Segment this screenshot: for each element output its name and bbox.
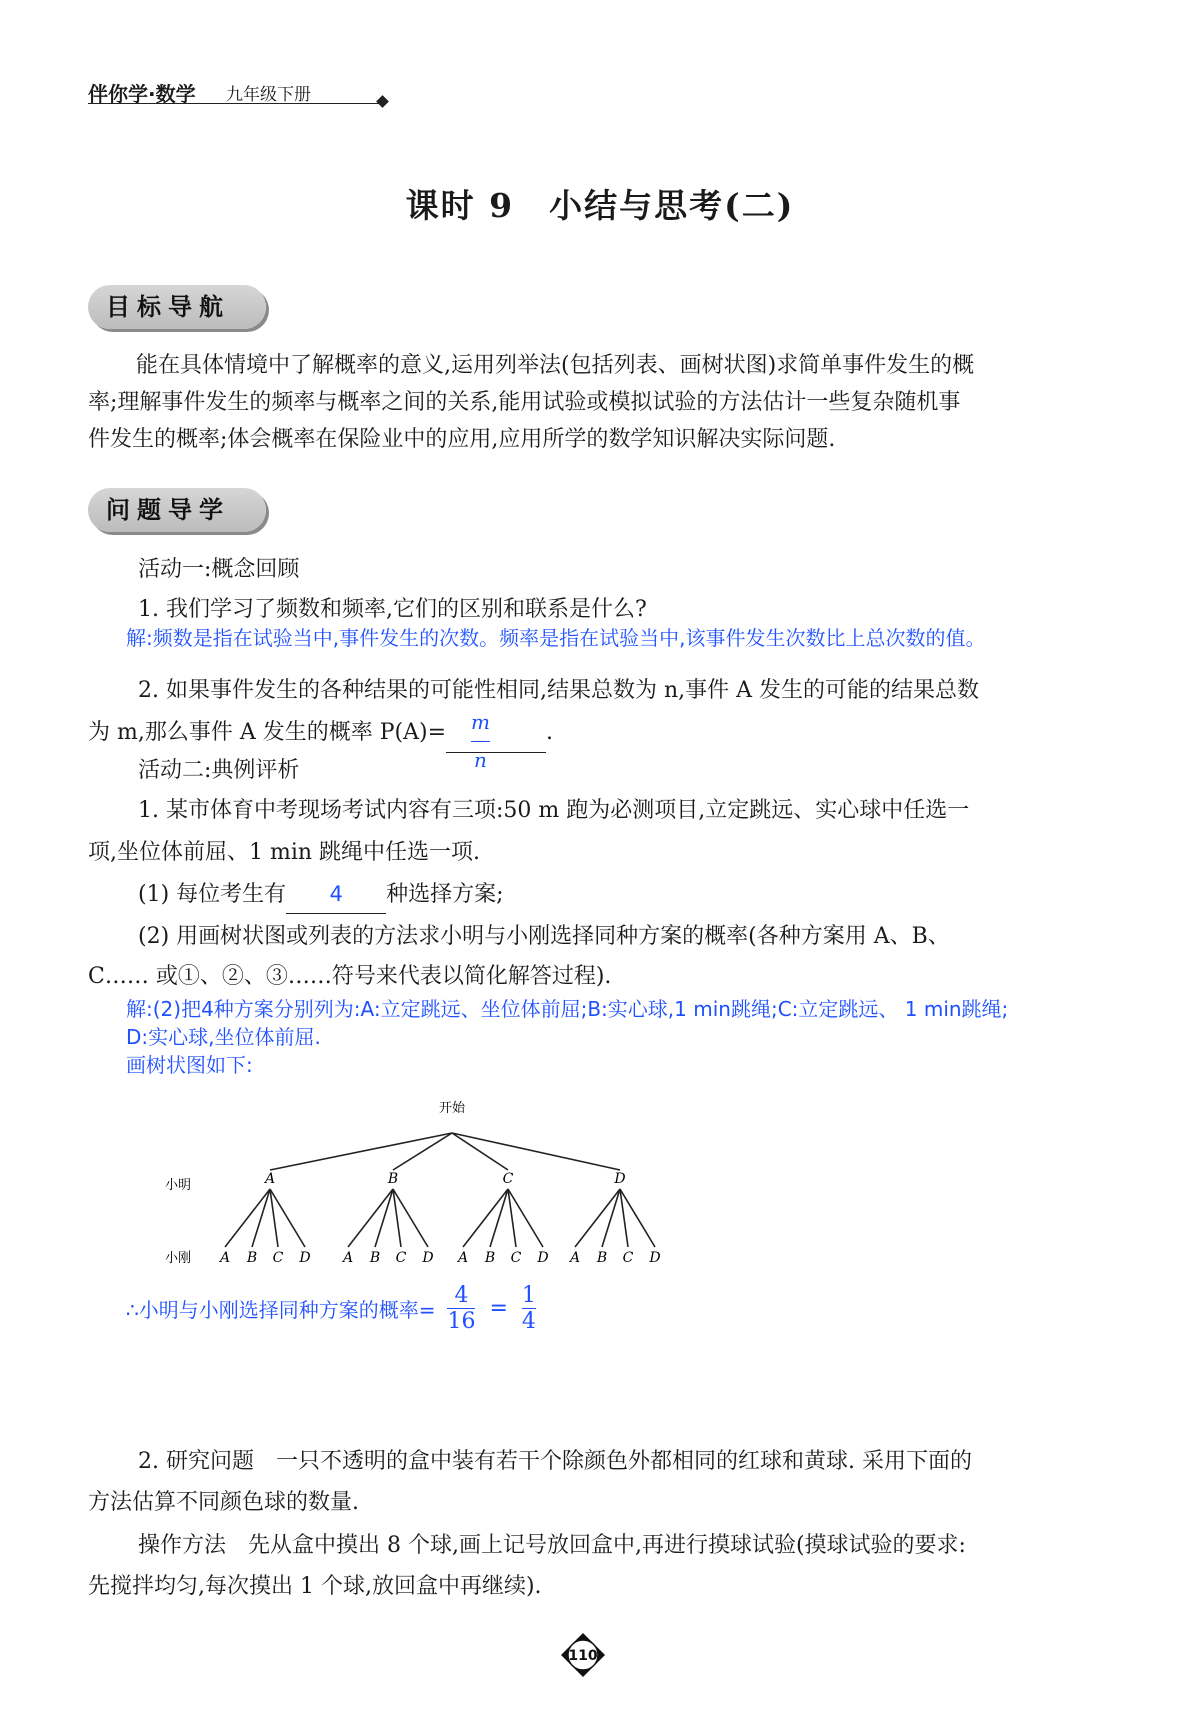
tree-branch-level2 [620, 1189, 655, 1247]
tree-root-label: 开始 [438, 1101, 466, 1116]
tree-node-level2: A [457, 1250, 469, 1266]
page-title: 课时 9 小结与思考(二) [405, 186, 795, 225]
activity2-q1-line2: 项,坐位体前屈、1 min 跳绳中任选一项. [88, 840, 481, 865]
tree-branch-level2 [348, 1189, 393, 1247]
header-diamond-icon [376, 95, 389, 108]
header-grade: 九年级下册 [226, 85, 311, 105]
q2-prefix: 为 m,那么事件 A 发生的概率 P(A)= [88, 720, 447, 745]
tree-node-level2: D [649, 1250, 661, 1266]
tree-node-level2: A [569, 1250, 581, 1266]
tree-branch-level2 [602, 1189, 620, 1247]
tree-node-level2: D [537, 1250, 549, 1266]
activity2-heading: 活动二:典例评析 [138, 758, 300, 783]
tree-node-level2: B [596, 1250, 608, 1266]
goals-line: 能在具体情境中了解概率的意义,运用列举法(包括列表、画树状图)求简单事件发生的概 [136, 353, 975, 378]
q1a-suffix: 种选择方案; [386, 882, 504, 907]
frac-numerator: 1 [521, 1283, 536, 1308]
tree-node-level1: D [614, 1171, 626, 1187]
tree-branch-level2 [463, 1189, 508, 1247]
page-number-badge [560, 1632, 606, 1678]
activity2-q1b-line1: (2) 用画树状图或列表的方法求小明与小刚选择同种方案的概率(各种方案用 A、B、 [138, 924, 950, 949]
q2-line1: 2. 研究问题 一只不透明的盒中装有若干个除颜色外都相同的红球和黄球. 采用下面的 [138, 1449, 972, 1474]
tree-branch-level2 [620, 1189, 628, 1247]
header-brand: 伴你学·数学 [88, 82, 196, 106]
activity2-q1a [138, 876, 504, 914]
frac-denominator: n [474, 748, 487, 772]
tree-node-level2: C [272, 1250, 284, 1266]
solution-line: 画树状图如下: [126, 1053, 253, 1077]
frac-numerator: 4 [454, 1283, 469, 1308]
tree-row1-label: 小明 [165, 1178, 192, 1193]
tree-node-level2: B [484, 1250, 496, 1266]
tree-node-level2: C [622, 1250, 634, 1266]
activity2-q1b-line2: C…… 或①、②、③……符号来代表以简化解答过程). [88, 964, 612, 989]
q1a-answer-blank: 4 [286, 876, 386, 914]
tree-node-level1: C [502, 1171, 514, 1187]
tree-branch-level2 [508, 1189, 516, 1247]
section-tag-goals: 目标导航 [88, 285, 266, 329]
solution-line: D:实心球,坐位体前屈. [126, 1025, 321, 1049]
q2-line4: 先搅拌均匀,每次摸出 1 个球,放回盒中再继续). [88, 1574, 542, 1599]
q1a-prefix: (1) 每位考生有 [138, 882, 287, 907]
q2-suffix: . [546, 720, 554, 745]
q2-line2: 方法估算不同颜色球的数量. [88, 1490, 359, 1515]
tree-node-level2: C [395, 1250, 407, 1266]
q2-answer-fraction [471, 704, 490, 779]
tree-branches [225, 1133, 655, 1247]
tree-branch-level2 [270, 1189, 305, 1247]
goals-paragraph [88, 347, 1098, 458]
conclusion-equals: = [489, 1296, 508, 1321]
tree-branch-level2 [575, 1189, 620, 1247]
tree-branch-level1 [452, 1133, 620, 1170]
goals-line: 率;理解事件发生的频率与概率之间的关系,能用试验或模拟试验的方法估计一些复杂随机事 [88, 390, 961, 415]
activity1-q1: 1. 我们学习了频数和频率,它们的区别和联系是什么? [138, 597, 647, 622]
conclusion-fraction-2 [522, 1283, 536, 1334]
tree-branch-level1 [270, 1133, 452, 1170]
tree-node-level2: B [246, 1250, 258, 1266]
frac-numerator: m [471, 710, 490, 734]
tree-row2-label: 小刚 [165, 1251, 192, 1266]
tree-diagram [0, 1090, 1200, 1290]
page-number: 110 [568, 1648, 598, 1664]
tree-branch-level2 [225, 1189, 270, 1247]
activity1-heading: 活动一:概念回顾 [138, 557, 300, 582]
tree-node-level2: D [299, 1250, 311, 1266]
tree-branch-level2 [252, 1189, 270, 1247]
tree-node-level1: B [387, 1171, 399, 1187]
q2-answer-blank [446, 710, 546, 772]
tree-branch-level2 [393, 1189, 428, 1247]
activity2-q1-line1: 1. 某市体育中考现场考试内容有三项:50 m 跑为必测项目,立定跳远、实心球中任选一 [138, 798, 970, 823]
conclusion-fraction-1 [447, 1283, 475, 1334]
solution-line: 解:(2)把4种方案分别列为:A:立定跳远、坐位体前屈;B:实心球,1 min跳绳;C:立定跳远、 1 min跳绳; [126, 997, 1009, 1021]
conclusion-line [126, 1283, 536, 1334]
solution-block [126, 995, 1196, 1079]
frac-denominator: 16 [447, 1309, 476, 1334]
tree-node-level2: C [510, 1250, 522, 1266]
tree-node-level2: B [369, 1250, 381, 1266]
tree-branch-level2 [375, 1189, 393, 1247]
activity1-a1: 解:频数是指在试验当中,事件发生的次数。频率是指在试验当中,该事件发生次数比上总次数的值。 [126, 626, 986, 650]
tree-node-level2: D [422, 1250, 434, 1266]
goals-line: 件发生的概率;体会概率在保险业中的应用,应用所学的数学知识解决实际问题. [88, 427, 836, 452]
header-rule [88, 103, 380, 104]
activity1-q2-line1: 2. 如果事件发生的各种结果的可能性相同,结果总数为 n,事件 A 发生的可能的结果总数 [138, 678, 980, 703]
q2-line3: 操作方法 先从盒中摸出 8 个球,画上记号放回盒中,再进行摸球试验(摸球试验的要求: [138, 1533, 966, 1558]
tree-branch-level2 [270, 1189, 278, 1247]
tree-node-level2: A [219, 1250, 231, 1266]
tree-node-level1: A [264, 1171, 276, 1187]
tree-node-level2: A [342, 1250, 354, 1266]
tree-branch-level2 [508, 1189, 543, 1247]
tree-branch-level2 [393, 1189, 401, 1247]
tree-node-labels [218, 1171, 661, 1266]
frac-denominator: 4 [521, 1309, 536, 1334]
section-tag-guide: 问题导学 [88, 488, 266, 532]
tree-branch-level2 [490, 1189, 508, 1247]
conclusion-text: ∴小明与小刚选择同种方案的概率= [126, 1298, 436, 1322]
